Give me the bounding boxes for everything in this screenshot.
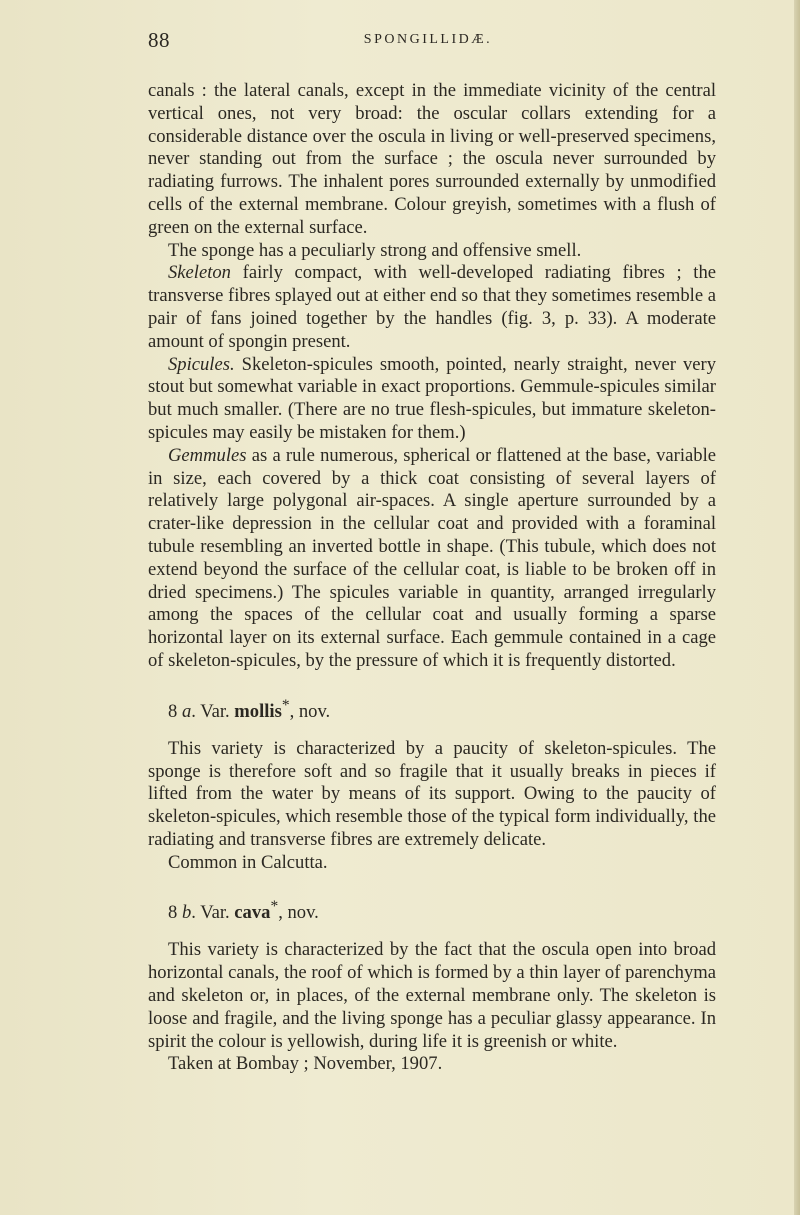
- running-title: SPONGILLIDÆ.: [363, 32, 493, 47]
- paragraph-skeleton: [148, 262, 716, 353]
- spicules-text: Skeleton-spicules smooth, pointed, nearly straight, never very stout but somewhat variable in exact proportions. Gemmule-spicules similar but much smaller. (There are no true flesh-spicules, but immature skeleton-spicules may easily be mistaken for them.): [148, 353, 716, 443]
- variety-heading-cava: 8 b. Var. cava*, nov.: [168, 898, 319, 924]
- skeleton-label: Skeleton: [168, 262, 231, 284]
- gemmules-text: as a rule numerous, spherical or flattened at the base, variable in size, each covered by a thick coat consisting of several layers of relatively large polygonal air-spaces. A single aperture surrounded by a crater-like depression in the cellular coat and provided with a foraminal tubule resembling an inverted bottle in shape. (This tubule, which does not extend beyond the surface of the cellular coat, is liable to be broken off in dried specimens.) The spicules variable in quantity, arranged irregularly among the spaces of the cellular coat and usually forming a sparse horizontal layer on its external surface. Each gemmule contained in a cage of skeleton-spicules, by the pressure of which it is frequently distorted.: [148, 444, 716, 671]
- gemmules-label: Gemmules: [168, 444, 247, 466]
- page-header: [148, 28, 708, 58]
- page-edge: [794, 0, 800, 1215]
- paragraph-smell: The sponge has a peculiarly strong and offensive smell.: [168, 239, 582, 261]
- page-number: 88: [148, 28, 170, 52]
- skeleton-text: fairly compact, with well-developed radiating fibres ; the transverse fibres splayed out at either end so that they sometimes resemble a pair of fans joined together by the handles (fig. 3, p. 33). A moderate amount of spongin present.: [148, 262, 716, 352]
- paragraph-mollis: This variety is characterized by a paucity of skeleton-spicules. The sponge is therefore soft and so fragile that it usually breaks in pieces if lifted from the water by means of its support. Owing to the paucity of skeleton-spicules, which resemble those of the typical form individually, the radiating and transverse fibres are extremely delicate.: [148, 737, 716, 850]
- paragraph-cava-locality: Taken at Bombay ; November, 1907.: [168, 1053, 443, 1075]
- variety-heading-mollis: 8 a. Var. mollis*, nov.: [168, 696, 331, 722]
- paragraph-spicules: [148, 354, 716, 445]
- paragraph-mollis-locality: Common in Calcutta.: [168, 851, 328, 873]
- page-body: [148, 80, 716, 1076]
- paragraph-canals: canals : the lateral canals, except in the immediate vicinity of the central vertical ones, not very broad: the oscular collars extending for a considerable distance over the oscula in living or well-preserved specimens, never standing out from the surface ; the oscula never surrounded by radiating furrows. The inhalent pores surrounded externally by unmodified cells of the external membrane. Colour greyish, sometimes with a flush of green on the external surface.: [148, 80, 716, 238]
- spicules-label: Spicules.: [168, 353, 235, 375]
- paragraph-cava: This variety is characterized by the fact that the oscula open into broad horizontal canals, the roof of which is formed by a thin layer of parenchyma and skeleton or, in places, of the external membrane only. The skeleton is loose and fragile, and the living sponge has a peculiar glassy appearance. In spirit the colour is yellowish, during life it is greenish or white.: [148, 939, 716, 1052]
- paragraph-gemmules: [148, 445, 716, 673]
